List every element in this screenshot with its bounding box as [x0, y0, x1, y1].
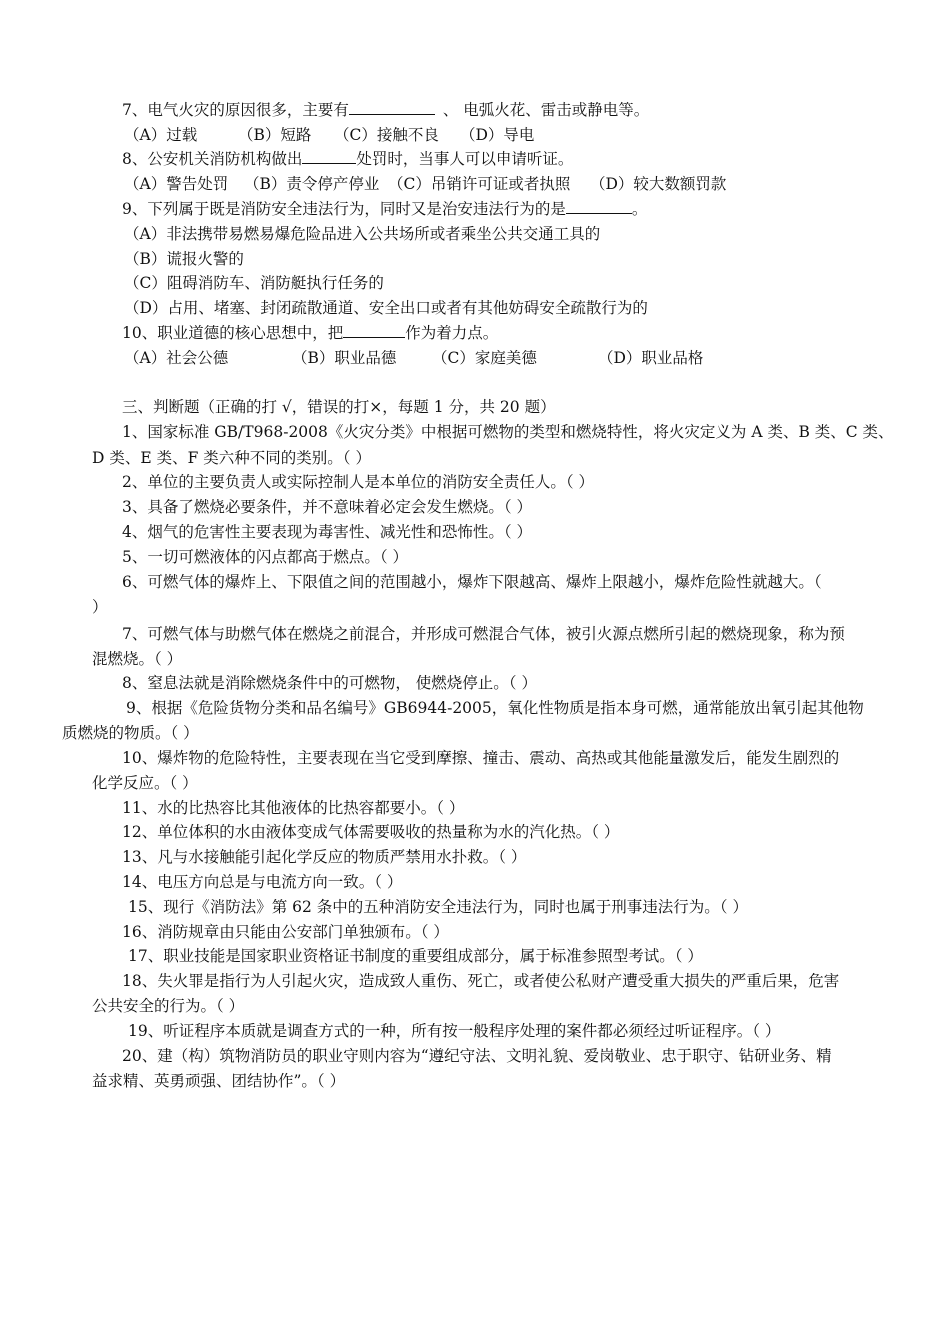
judgment-item-20-cont: 益求精、英勇顽强、团结协作”。（ ）: [92, 1072, 346, 1090]
option-d: （D）导电: [460, 126, 535, 144]
judgment-item-19: 19、听证程序本质就是调查方式的一种，所有按一般程序处理的案件都必须经过听证程序。（ ）: [128, 1022, 781, 1040]
judgment-item-1-cont: D 类、E 类、F 类六种不同的类别。（ ）: [92, 449, 371, 467]
question-7-text: 7、电气火灾的原因很多，主要有: [122, 101, 349, 119]
option-b: （B）责令停产停业: [244, 175, 380, 193]
judgment-item-16: 16、消防规章由只能由公安部门单独颁布。（ ）: [122, 923, 449, 941]
option-c: （C）吊销许可证或者执照: [388, 175, 571, 193]
question-8-text: 8、公安机关消防机构做出: [122, 150, 303, 168]
judgment-item-5: 5、一切可燃液体的闪点都高于燃点。（ ）: [122, 548, 409, 566]
answer-blank: [349, 99, 435, 115]
judgment-item-6: 6、可燃气体的爆炸上、下限值之间的范围越小，爆炸下限越高、爆炸上限越小，爆炸危险性就越大。（: [122, 573, 822, 591]
answer-blank: [343, 322, 405, 338]
judgment-item-14: 14、电压方向总是与电流方向一致。（ ）: [122, 873, 403, 891]
question-10-text-tail: 作为着力点。: [405, 324, 499, 342]
question-9: [122, 198, 647, 220]
question-9-text-tail: 。: [631, 200, 648, 218]
question-10: [122, 322, 498, 344]
judgment-item-1: 1、国家标准 GB/T968-2008《火灾分类》中根据可燃物的类型和燃烧特性，将火灾定义为 A 类、B 类、C 类、: [122, 423, 894, 441]
option-a: （A）警告处罚: [124, 175, 229, 193]
question-9-text: 9、下列属于既是消防安全违法行为，同时又是治安违法行为的是: [122, 200, 566, 218]
judgment-item-4: 4、烟气的危害性主要表现为毒害性、减光性和恐怖性。（ ）: [122, 523, 533, 541]
judgment-item-9: 9、根据《危险货物分类和品名编号》GB6944-2005，氧化性物质是指本身可燃，通常能放出氧引起其他物: [126, 699, 864, 717]
judgment-item-15: 15、现行《消防法》第 62 条中的五种消防安全违法行为，同时也属于刑事违法行为。（ ）: [128, 898, 748, 916]
question-10-text: 10、职业道德的核心思想中，把: [122, 324, 344, 342]
answer-blank: [566, 198, 632, 214]
option-a: （A）过载: [124, 126, 198, 144]
judgment-item-12: 12、单位体积的水由液体变成气体需要吸收的热量称为水的汽化热。（ ）: [122, 823, 620, 841]
option-b: （B）职业品德: [292, 349, 397, 367]
question-7-text-tail: 、 电弧火花、雷击或静电等。: [442, 101, 650, 119]
option-a: （A）非法携带易燃易爆危险品进入公共场所或者乘坐公共交通工具的: [124, 225, 601, 243]
judgment-item-6-cont: ）: [92, 598, 108, 616]
option-c: （C）阻碍消防车、消防艇执行任务的: [124, 274, 384, 292]
judgment-item-13: 13、凡与水接触能引起化学反应的物质严禁用水扑救。（ ）: [122, 848, 527, 866]
judgment-item-18-cont: 公共安全的行为。（ ）: [92, 997, 245, 1015]
judgment-item-10: 10、爆炸物的危险特性，主要表现在当它受到摩擦、撞击、震动、高热或其他能量激发后，能发生剧烈的: [122, 749, 840, 767]
judgment-item-8: 8、窒息法就是消除燃烧条件中的可燃物， 使燃烧停止。（ ）: [122, 674, 537, 692]
judgment-item-7-cont: 混燃烧。（ ）: [92, 650, 183, 668]
judgment-item-10-cont: 化学反应。（ ）: [92, 774, 198, 792]
judgment-item-11: 11、水的比热容比其他液体的比热容都要小。（ ）: [122, 799, 465, 817]
judgment-item-18: 18、失火罪是指行为人引起火灾，造成致人重伤、死亡，或者使公私财产遭受重大损失的严重后果，危害: [122, 972, 840, 990]
option-b: （B）短路: [238, 126, 312, 144]
question-7: [122, 99, 649, 121]
option-d: （D）较大数额罚款: [590, 175, 727, 193]
judgment-item-7: 7、可燃气体与助燃气体在燃烧之前混合，并形成可燃混合气体，被引火源点燃所引起的燃烧现象，称为预: [122, 625, 845, 643]
judgment-item-3: 3、具备了燃烧必要条件，并不意味着必定会发生燃烧。（ ）: [122, 498, 533, 516]
judgment-item-20: 20、建（构）筑物消防员的职业守则内容为“遵纪守法、文明礼貌、爱岗敬业、忠于职守、钻研业务、精: [122, 1047, 832, 1065]
judgment-item-2: 2、单位的主要负责人或实际控制人是本单位的消防安全责任人。（ ）: [122, 473, 595, 491]
judgment-item-9-cont: 质燃烧的物质。（ ）: [62, 724, 199, 742]
judgment-item-17: 17、职业技能是国家职业资格证书制度的重要组成部分，属于标准参照型考试。（ ）: [128, 947, 703, 965]
option-b: （B）谎报火警的: [124, 250, 244, 268]
option-a: （A）社会公德: [124, 349, 229, 367]
question-8-text-tail: 处罚时，当事人可以申请听证。: [356, 150, 574, 168]
section-heading: 三、判断题（正确的打 √，错误的打×，每题 1 分，共 20 题）: [122, 398, 556, 416]
answer-blank: [302, 148, 356, 164]
option-d: （D）职业品格: [598, 349, 704, 367]
option-c: （C）接触不良: [334, 126, 439, 144]
option-d: （D）占用、堵塞、封闭疏散通道、安全出口或者有其他妨碍安全疏散行为的: [124, 299, 648, 317]
option-c: （C）家庭美德: [432, 349, 537, 367]
question-8: [122, 148, 573, 170]
